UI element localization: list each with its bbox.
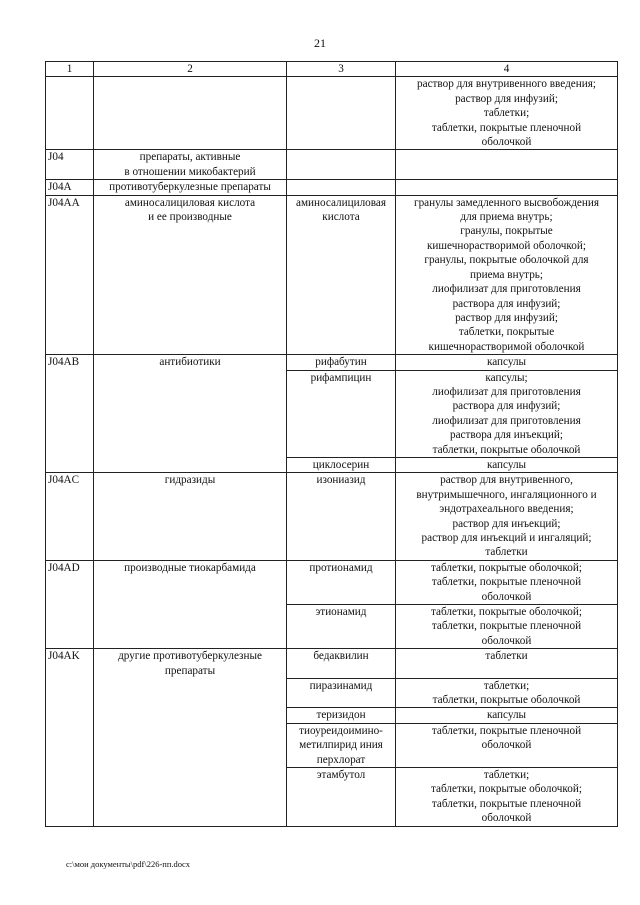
cell-line: таблетки, покрытые — [458, 326, 555, 339]
cell-line: перхлорат — [316, 753, 366, 766]
table-header-row — [46, 62, 618, 77]
cell-forms — [396, 473, 618, 560]
cell-line: производные тиокарбамида — [124, 561, 256, 574]
cell-code — [46, 560, 94, 604]
cell-forms — [396, 355, 618, 370]
page-number: 21 — [314, 36, 326, 50]
cell-line: гранулы замедленного высвобождения — [413, 196, 599, 209]
cell-group — [94, 723, 287, 767]
cell-drug — [287, 370, 396, 457]
cell-line: таблетки; — [483, 107, 530, 120]
header-col-2: 2 — [94, 62, 287, 77]
cell-line: для приема внутрь; — [460, 211, 553, 224]
cell-line: циклосерин — [312, 458, 370, 471]
cell-line: раствора для инфузий; — [452, 297, 561, 310]
cell-code — [46, 473, 94, 560]
cell-line: препараты, активные — [139, 151, 241, 164]
table-row — [46, 768, 618, 827]
cell-line: оболочкой — [481, 136, 532, 149]
cell-line: этионамид — [315, 606, 367, 619]
cell-line: кишечнорастворимой оболочкой — [428, 340, 585, 353]
cell-line: лиофилизат для приготовления — [432, 385, 581, 398]
cell-line: раствор для внутривенного введения; — [417, 78, 596, 91]
cell-line: другие противотуберкулезные — [118, 650, 262, 663]
cell-line: раствор для инъекций; — [452, 517, 561, 530]
cell-code — [46, 723, 94, 767]
cell-line: антибиотики — [159, 356, 221, 369]
cell-line: таблетки, покрытые оболочкой; — [431, 606, 582, 619]
cell-line: таблетки, покрытые пленочной — [431, 121, 582, 134]
cell-line: бедаквилин — [313, 650, 369, 663]
header-col-3: 3 — [287, 62, 396, 77]
cell-group — [94, 355, 287, 370]
cell-line: эндотрахеального введения; — [439, 503, 574, 516]
cell-line: J04AK — [48, 650, 80, 663]
footer-file-path: c:\мои документы\pdf\226-пп.docx — [66, 859, 191, 869]
cell-forms — [396, 649, 618, 678]
cell-code — [46, 195, 94, 354]
medication-table — [45, 61, 618, 827]
cell-forms — [396, 370, 618, 457]
cell-group — [94, 370, 287, 457]
cell-line: внутримышечного, ингаляционного и — [416, 488, 597, 501]
cell-line: таблетки, покрытые пленочной — [431, 620, 582, 633]
cell-line: J04AB — [48, 356, 80, 369]
cell-group — [94, 649, 287, 678]
cell-forms — [396, 678, 618, 708]
cell-code — [46, 605, 94, 649]
cell-line: J04AC — [48, 474, 80, 487]
cell-line: лиофилизат для приготовления — [432, 283, 581, 296]
cell-drug — [287, 708, 396, 723]
cell-drug — [287, 180, 396, 195]
cell-drug — [287, 723, 396, 767]
cell-code — [46, 370, 94, 457]
table-row — [46, 180, 618, 195]
cell-line: пиразинамид — [309, 679, 373, 692]
cell-forms — [396, 457, 618, 472]
cell-line: J04AA — [48, 196, 80, 209]
cell-line: таблетки, покрытые оболочкой — [432, 443, 581, 456]
cell-line: в отношении микобактерий — [124, 165, 256, 178]
cell-forms — [396, 560, 618, 604]
cell-line: J04A — [48, 181, 72, 194]
cell-line: J04 — [48, 151, 64, 164]
cell-group — [94, 473, 287, 560]
cell-forms — [396, 77, 618, 150]
cell-line: изониазид — [316, 474, 366, 487]
cell-forms — [396, 180, 618, 195]
cell-group — [94, 678, 287, 708]
cell-drug — [287, 77, 396, 150]
cell-line: оболочкой — [481, 739, 532, 752]
cell-line: этамбутол — [316, 769, 366, 781]
cell-group — [94, 180, 287, 195]
cell-drug — [287, 473, 396, 560]
header-col-4: 4 — [396, 62, 618, 77]
cell-group — [94, 768, 287, 827]
cell-line: оболочкой — [481, 812, 532, 825]
cell-code — [46, 180, 94, 195]
table-row — [46, 708, 618, 723]
cell-line: гидразиды — [164, 474, 216, 487]
cell-line: раствор для инфузий; — [455, 311, 558, 324]
cell-line: рифабутин — [315, 356, 367, 369]
cell-forms — [396, 150, 618, 180]
cell-line: рифампицин — [310, 371, 372, 384]
cell-line: раствора для инъекций; — [449, 429, 564, 442]
table-row — [46, 150, 618, 180]
cell-line: протионамид — [309, 561, 373, 574]
cell-line: таблетки, покрытые оболочкой — [432, 693, 581, 706]
cell-line: капсулы; — [485, 371, 528, 384]
cell-line: таблетки — [485, 650, 528, 663]
cell-line: капсулы — [486, 709, 527, 722]
table-row — [46, 355, 618, 370]
cell-group — [94, 150, 287, 180]
cell-line: таблетки, покрытые оболочкой; — [431, 783, 582, 796]
cell-forms — [396, 723, 618, 767]
cell-code — [46, 649, 94, 678]
cell-code — [46, 355, 94, 370]
cell-line: лиофилизат для приготовления — [432, 414, 581, 427]
table-row — [46, 678, 618, 708]
cell-code — [46, 678, 94, 708]
cell-line: таблетки; — [483, 679, 530, 692]
cell-drug — [287, 457, 396, 472]
cell-forms — [396, 708, 618, 723]
cell-line: таблетки, покрытые пленочной — [431, 797, 582, 810]
cell-group — [94, 605, 287, 649]
cell-line: таблетки, покрытые оболочкой; — [431, 561, 582, 574]
cell-line: аминосалициловая кислота — [124, 196, 256, 209]
cell-drug — [287, 355, 396, 370]
table-row — [46, 195, 618, 354]
cell-drug — [287, 678, 396, 708]
header-col-1: 1 — [46, 62, 94, 77]
cell-code — [46, 768, 94, 827]
cell-group — [94, 77, 287, 150]
cell-line: кишечнорастворимой оболочкой; — [427, 239, 586, 252]
cell-drug — [287, 560, 396, 604]
cell-line: J04AD — [48, 561, 80, 574]
table-row — [46, 723, 618, 767]
cell-line: таблетки, покрытые пленочной — [431, 576, 582, 589]
cell-code — [46, 77, 94, 150]
table-row — [46, 649, 618, 678]
cell-line: и ее производные — [148, 211, 232, 224]
cell-line: гранулы, покрытые оболочкой для — [424, 254, 589, 267]
cell-forms — [396, 195, 618, 354]
cell-line: раствор для инъекций и ингаляций; — [421, 532, 592, 544]
cell-line: препараты — [164, 664, 216, 677]
cell-drug — [287, 649, 396, 678]
cell-drug — [287, 768, 396, 827]
cell-drug — [287, 605, 396, 649]
table-row — [46, 605, 618, 649]
cell-line: метилпирид иния — [299, 739, 383, 752]
cell-line: оболочкой — [481, 590, 532, 603]
cell-line: противотуберкулезные препараты — [109, 181, 271, 194]
table-row — [46, 473, 618, 560]
cell-line: таблетки; — [483, 769, 530, 781]
cell-code — [46, 150, 94, 180]
cell-drug — [287, 150, 396, 180]
cell-group — [94, 708, 287, 723]
cell-line: таблетки, покрытые пленочной — [431, 724, 582, 737]
cell-line: теризидон — [316, 709, 366, 722]
cell-group — [94, 195, 287, 354]
cell-group — [94, 457, 287, 472]
cell-line: раствор для внутривенного, — [440, 474, 573, 487]
table-row — [46, 457, 618, 472]
cell-line: тиоуреидоимино- — [299, 724, 383, 737]
cell-line: оболочкой — [481, 634, 532, 647]
table-row — [46, 77, 618, 150]
cell-line: капсулы — [486, 458, 527, 471]
cell-line: кислота — [322, 211, 360, 224]
cell-drug — [287, 195, 396, 354]
cell-code — [46, 708, 94, 723]
cell-line: раствора для инфузий; — [452, 400, 561, 413]
table-row — [46, 370, 618, 457]
cell-group — [94, 560, 287, 604]
cell-forms — [396, 605, 618, 649]
cell-line: раствор для инфузий; — [455, 92, 558, 105]
cell-line: приема внутрь; — [470, 268, 543, 281]
cell-code — [46, 457, 94, 472]
cell-line: аминосалициловая — [295, 196, 387, 209]
cell-line: капсулы — [486, 356, 527, 369]
table-body — [46, 77, 618, 826]
cell-line: таблетки — [485, 546, 528, 559]
cell-forms — [396, 768, 618, 827]
table-row — [46, 560, 618, 604]
cell-line: гранулы, покрытые — [460, 225, 553, 238]
